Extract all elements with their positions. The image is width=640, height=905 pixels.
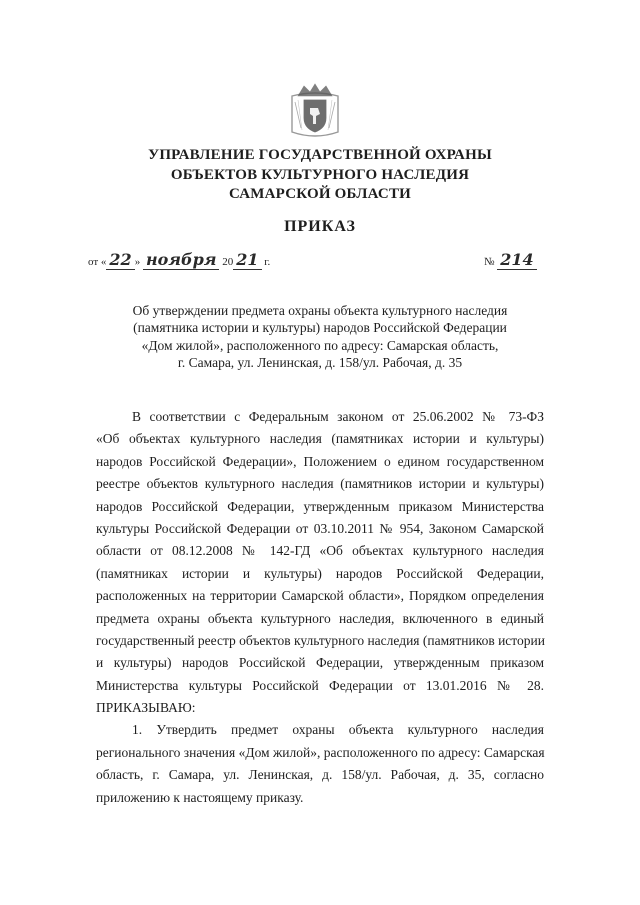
- subject-line: Об утверждении предмета охраны объекта культурного наследия: [132, 303, 508, 318]
- preamble-line: народов Российской Федерации, утвержденным приказом Министерства: [96, 498, 544, 514]
- org-line: САМАРСКОЙ ОБЛАСТИ: [228, 186, 412, 202]
- date-quote-close: »: [134, 256, 143, 268]
- date-prefix: от «: [88, 256, 107, 268]
- org-line: ОБЪЕКТОВ КУЛЬТУРНОГО НАСЛЕДИЯ: [170, 166, 470, 183]
- date-month: ноября: [143, 250, 220, 270]
- number-label: №: [484, 256, 498, 268]
- document-body: [96, 406, 544, 809]
- preamble-line: В соответствии с Федеральным законом от 25.06.2002 № 73-ФЗ: [132, 409, 544, 424]
- preamble-line: культуры Российской Федерации от 03.10.2011 № 954, Законом Самарской: [96, 520, 544, 536]
- document-number: [484, 250, 537, 269]
- preamble-line: (памятниках истории и культуры) народов Российской Федерации,: [96, 565, 544, 581]
- organization-name: [0, 146, 640, 205]
- org-line: УПРАВЛЕНИЕ ГОСУДАРСТВЕННОЙ ОХРАНЫ: [148, 147, 492, 163]
- subject-line: «Дом жилой», расположенного по адресу: Самарская область,: [141, 337, 499, 353]
- preamble-line: государственный реестр объектов культурного наследия (памятников истории: [96, 632, 545, 648]
- document-type: ПРИКАЗ: [284, 218, 356, 235]
- document-subject: [96, 302, 544, 372]
- number-value: 214: [497, 250, 536, 270]
- date-day: 22: [106, 250, 134, 270]
- subject-line: (памятника истории и культуры) народов Российской Федерации: [133, 320, 507, 336]
- order-word: ПРИКАЗЫВАЮ:: [96, 700, 196, 716]
- preamble-line: реестре объектов культурного наследия (памятников истории и культуры): [96, 476, 544, 492]
- preamble-line: предмета охраны объекта культурного наследия, включенного в единый: [96, 610, 544, 626]
- coat-of-arms-icon: [288, 82, 342, 140]
- date-suffix: г.: [261, 256, 271, 268]
- item-line: область, г. Самара, ул. Ленинская, д. 158/ул. Рабочая, д. 35, согласно: [96, 767, 544, 783]
- preamble-line: области от 08.12.2008 № 142-ГД «Об объектах культурного наследия: [96, 543, 544, 559]
- subject-line: г. Самара, ул. Ленинская, д. 158/ул. Рабочая, д. 35: [177, 355, 463, 371]
- date-year-prefix: 20: [219, 256, 234, 268]
- preamble-line: народов Российской Федерации», Положением о едином государственном: [96, 453, 544, 469]
- preamble-line: «Об объектах культурного наследия (памятниках истории и культуры): [96, 431, 544, 447]
- preamble-line: Министерства культуры Российской Федерации от 13.01.2016 № 28.: [96, 677, 544, 693]
- item-line: регионального значения «Дом жилой», расположенного по адресу: Самарская: [96, 744, 545, 760]
- item-line: 1. Утвердить предмет охраны объекта культурного наследия: [132, 722, 544, 738]
- preamble-line: и культуры) народов Российской Федерации, утвержденным приказом: [96, 655, 544, 671]
- document-date: [88, 250, 270, 269]
- preamble-line: расположенных на территории Самарской области», Порядком определения: [96, 588, 544, 604]
- item-line: приложению к настоящему приказу.: [96, 789, 304, 805]
- date-year-suffix: 21: [233, 250, 261, 270]
